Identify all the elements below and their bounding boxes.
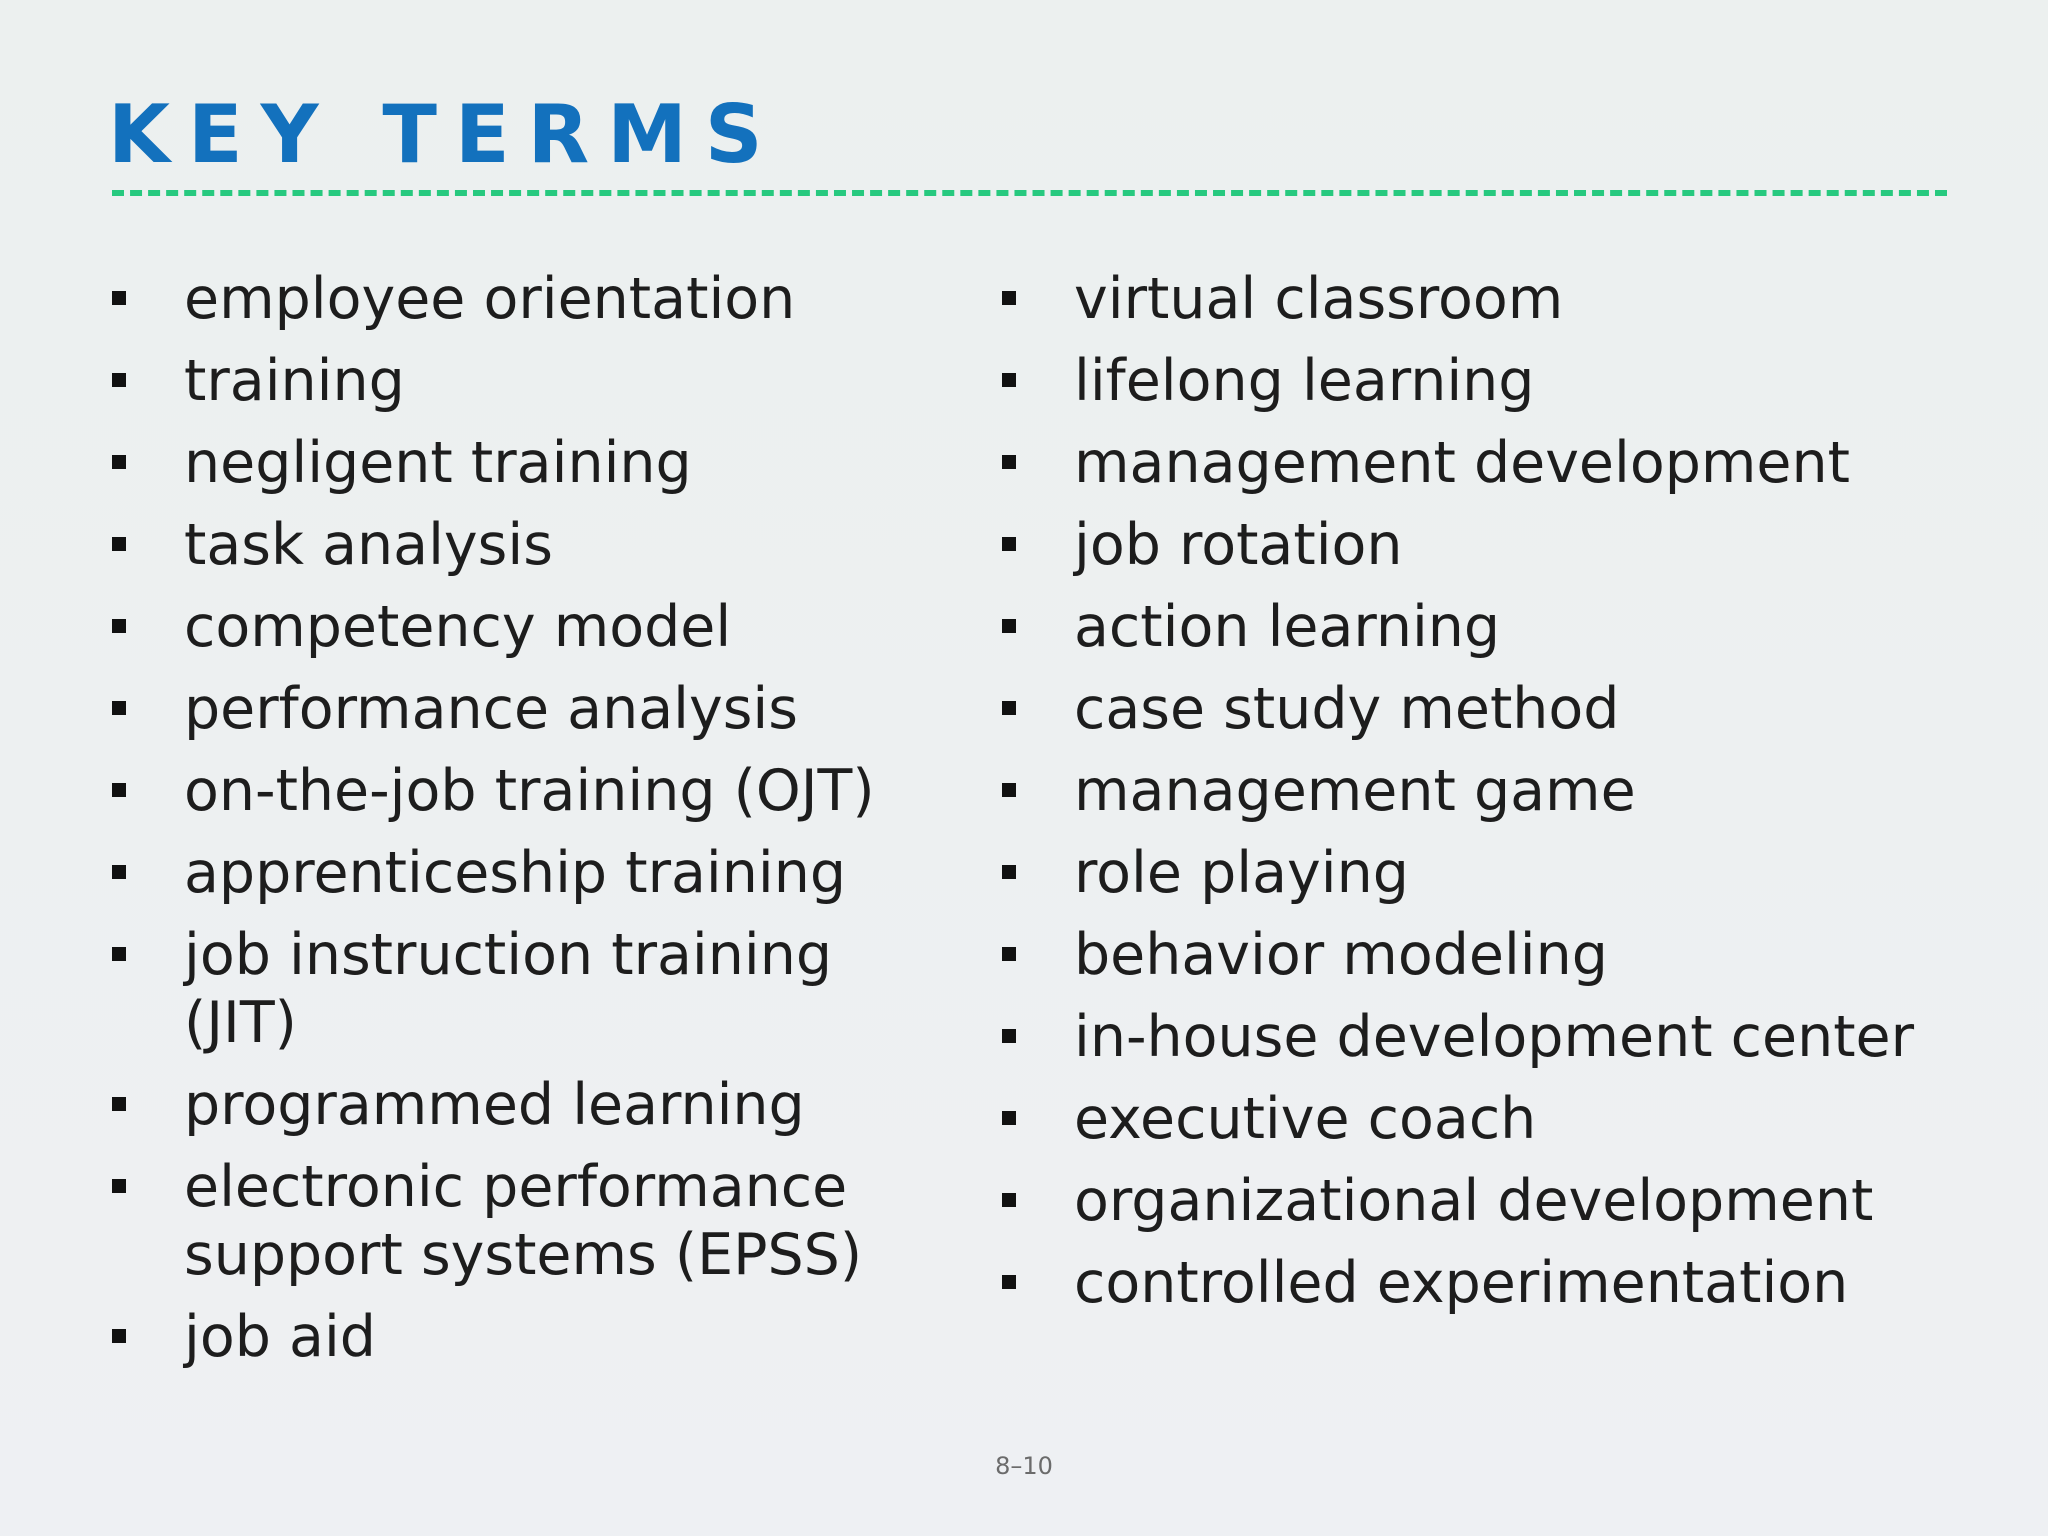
square-bullet-icon bbox=[1002, 1193, 1016, 1207]
list-item bbox=[108, 921, 948, 1057]
term-label: employee orientation bbox=[184, 266, 796, 332]
term-label: organizational development bbox=[1074, 1168, 1874, 1234]
list-item bbox=[998, 429, 1998, 497]
list-item bbox=[998, 839, 1998, 907]
square-bullet-icon bbox=[112, 291, 126, 305]
list-item bbox=[998, 1249, 1998, 1317]
square-bullet-icon bbox=[1002, 783, 1016, 797]
square-bullet-icon bbox=[1002, 865, 1016, 879]
term-label: lifelong learning bbox=[1074, 348, 1535, 414]
square-bullet-icon bbox=[1002, 619, 1016, 633]
square-bullet-icon bbox=[112, 783, 126, 797]
term-label: performance analysis bbox=[184, 676, 798, 742]
square-bullet-icon bbox=[1002, 1029, 1016, 1043]
square-bullet-icon bbox=[1002, 455, 1016, 469]
term-label: on-the-job training (OJT) bbox=[184, 758, 875, 824]
term-label: apprenticeship training bbox=[184, 840, 847, 906]
list-item bbox=[108, 1153, 904, 1289]
slide-title: KEY TERMS bbox=[108, 88, 781, 181]
term-label: programmed learning bbox=[184, 1072, 805, 1138]
list-item bbox=[998, 675, 1998, 743]
term-label: job rotation bbox=[1074, 512, 1403, 578]
list-item bbox=[108, 593, 948, 661]
term-label: action learning bbox=[1074, 594, 1501, 660]
list-item bbox=[108, 757, 948, 825]
term-label: management development bbox=[1074, 430, 1850, 496]
left-term-list bbox=[108, 265, 948, 1385]
square-bullet-icon bbox=[1002, 373, 1016, 387]
list-item bbox=[108, 265, 948, 333]
square-bullet-icon bbox=[1002, 701, 1016, 715]
square-bullet-icon bbox=[1002, 537, 1016, 551]
square-bullet-icon bbox=[112, 619, 126, 633]
square-bullet-icon bbox=[112, 1097, 126, 1111]
square-bullet-icon bbox=[112, 537, 126, 551]
list-item bbox=[108, 1071, 948, 1139]
title-divider bbox=[112, 190, 1947, 196]
term-label: training bbox=[184, 348, 405, 414]
list-item bbox=[108, 511, 948, 579]
term-label: job instruction training (JIT) bbox=[184, 922, 833, 1056]
list-item bbox=[998, 921, 1998, 989]
page-number: 8–10 bbox=[995, 1452, 1053, 1480]
square-bullet-icon bbox=[112, 1329, 126, 1343]
list-item bbox=[108, 1303, 948, 1371]
square-bullet-icon bbox=[1002, 947, 1016, 961]
square-bullet-icon bbox=[112, 373, 126, 387]
square-bullet-icon bbox=[112, 701, 126, 715]
square-bullet-icon bbox=[1002, 1275, 1016, 1289]
term-label: competency model bbox=[184, 594, 732, 660]
list-item bbox=[998, 265, 1998, 333]
square-bullet-icon bbox=[112, 947, 126, 961]
list-item bbox=[998, 1085, 1998, 1153]
list-item bbox=[998, 757, 1998, 825]
term-label: role playing bbox=[1074, 840, 1409, 906]
list-item bbox=[108, 347, 948, 415]
list-item bbox=[998, 511, 1998, 579]
square-bullet-icon bbox=[112, 1179, 126, 1193]
list-item bbox=[108, 839, 948, 907]
term-label: in-house development center bbox=[1074, 1004, 1915, 1070]
list-item bbox=[998, 347, 1998, 415]
term-label: virtual classroom bbox=[1074, 266, 1564, 332]
square-bullet-icon bbox=[1002, 291, 1016, 305]
term-label: electronic performance support systems (EPSS) bbox=[184, 1154, 863, 1288]
term-label: management game bbox=[1074, 758, 1636, 824]
term-label: executive coach bbox=[1074, 1086, 1537, 1152]
list-item bbox=[998, 593, 1998, 661]
term-label: task analysis bbox=[184, 512, 553, 578]
list-item bbox=[108, 429, 948, 497]
term-label: job aid bbox=[184, 1304, 376, 1370]
term-label: controlled experimentation bbox=[1074, 1250, 1849, 1316]
term-label: behavior modeling bbox=[1074, 922, 1608, 988]
list-item bbox=[998, 1167, 1998, 1235]
right-term-list bbox=[998, 265, 1998, 1331]
term-label: negligent training bbox=[184, 430, 692, 496]
square-bullet-icon bbox=[112, 455, 126, 469]
square-bullet-icon bbox=[112, 865, 126, 879]
list-item bbox=[108, 675, 948, 743]
term-label: case study method bbox=[1074, 676, 1620, 742]
list-item bbox=[998, 1003, 1998, 1071]
square-bullet-icon bbox=[1002, 1111, 1016, 1125]
